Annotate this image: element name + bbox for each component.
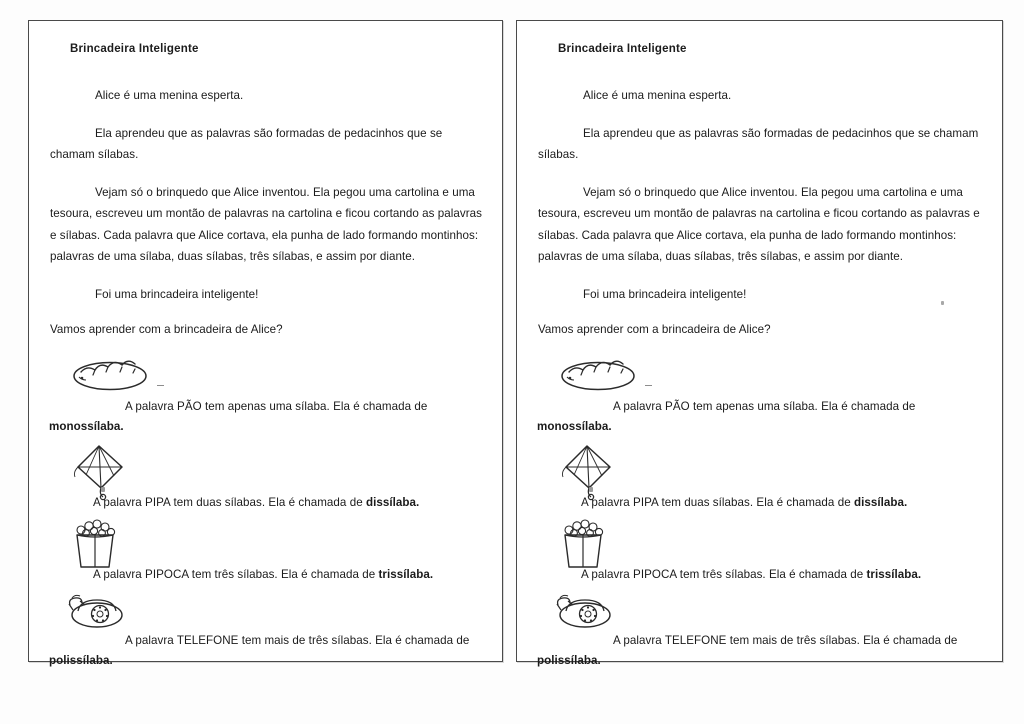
paragraph-4: Foi uma brincadeira inteligente! — [583, 287, 747, 301]
example-item-telefone — [537, 591, 984, 671]
caption-text: A palavra PIPOCA tem três sílabas. Ela é chamada de — [93, 567, 376, 581]
caption-text: A palavra PÃO tem apenas uma sílaba. Ela é chamada de — [613, 399, 916, 413]
panel-content-right — [517, 21, 1002, 667]
example-caption-pao — [537, 397, 984, 437]
caption-text: A palavra PIPOCA tem três sílabas. Ela é chamada de — [581, 567, 864, 581]
term-dissilaba: dissílaba. — [853, 495, 908, 509]
page-title: Brincadeira Inteligente — [70, 43, 199, 55]
stray-speck — [101, 487, 105, 492]
example-caption-telefone — [49, 631, 484, 671]
bread-icon — [559, 357, 637, 393]
paragraph-1: Alice é uma menina esperta. — [95, 89, 244, 102]
stray-dash-mark — [645, 385, 652, 386]
term-monossilaba: monossílaba. — [537, 419, 612, 433]
example-item-telefone — [49, 591, 484, 671]
term-polissilaba: polissílaba. — [49, 653, 113, 667]
term-polissilaba: polissílaba. — [537, 653, 601, 667]
example-item-pipa — [537, 443, 984, 513]
telephone-icon — [66, 591, 128, 631]
popcorn-icon — [557, 519, 613, 571]
bread-illustration — [49, 357, 484, 397]
document-panel-left — [28, 20, 503, 667]
example-item-pipa — [49, 443, 484, 513]
term-trissilaba: trissílaba. — [866, 567, 922, 581]
stray-speck — [589, 487, 593, 492]
caption-text: A palavra PÃO tem apenas uma sílaba. Ela é chamada de — [125, 399, 428, 413]
term-trissilaba: trissílaba. — [378, 567, 434, 581]
popcorn-icon — [69, 519, 125, 571]
bread-illustration — [537, 357, 984, 397]
paragraph-5: Vamos aprender com a brincadeira de Alice? — [50, 323, 283, 336]
kite-illustration — [537, 443, 984, 493]
telephone-illustration — [537, 591, 984, 631]
caption-text: A palavra PIPA tem duas sílabas. Ela é chamada de — [581, 495, 851, 509]
scan-artifact-speck — [941, 301, 944, 305]
term-monossilaba: monossílaba. — [49, 419, 124, 433]
paragraph-2: Ela aprendeu que as palavras são formadas de pedacinhos que se chamam sílabas. — [538, 126, 979, 161]
paragraph-3: Vejam só o brinquedo que Alice inventou. Ela pegou uma cartolina e uma tesoura, escreveu um montão de palavras na cartolina e ficou cortando as palavras e sílabas. Cada palavra que Alice cortava, ela punha de lado formando montinhos: palavras de uma sílaba, duas sílabas, três sílabas, e assim por diante. — [50, 185, 482, 263]
paragraph-2: Ela aprendeu que as palavras são formadas de pedacinhos que se chamam sílabas. — [50, 126, 443, 161]
caption-text: A palavra TELEFONE tem mais de três sílabas. Ela é chamada de — [125, 633, 470, 647]
stray-dash-mark — [157, 385, 164, 386]
example-item-pao — [49, 357, 484, 437]
popcorn-illustration — [49, 519, 484, 565]
document-panel-right — [516, 20, 1003, 667]
term-dissilaba: dissílaba. — [365, 495, 420, 509]
telephone-icon — [554, 591, 616, 631]
kite-icon — [73, 443, 133, 501]
kite-illustration — [49, 443, 484, 493]
paragraph-1: Alice é uma menina esperta. — [583, 89, 732, 102]
telephone-illustration — [49, 591, 484, 631]
paragraph-5: Vamos aprender com a brincadeira de Alice? — [538, 323, 771, 336]
panel-content-left — [29, 21, 502, 667]
paragraph-3: Vejam só o brinquedo que Alice inventou. Ela pegou uma cartolina e uma tesoura, escreveu um montão de palavras na cartolina e ficou cortando as palavras e sílabas. Cada palavra que Alice cortava, ela punha de lado formando montinhos: palavras de uma sílaba, duas sílabas, três sílabas, e assim por diante. — [538, 185, 980, 263]
bread-icon — [71, 357, 149, 393]
example-item-pipoca — [537, 519, 984, 585]
kite-icon — [561, 443, 621, 501]
example-item-pao — [537, 357, 984, 437]
caption-text: A palavra TELEFONE tem mais de três sílabas. Ela é chamada de — [613, 633, 958, 647]
paragraph-4: Foi uma brincadeira inteligente! — [95, 287, 259, 301]
example-item-pipoca — [49, 519, 484, 585]
example-caption-telefone — [537, 631, 984, 671]
example-caption-pao — [49, 397, 484, 437]
page-title: Brincadeira Inteligente — [558, 43, 687, 55]
popcorn-illustration — [537, 519, 984, 565]
caption-text: A palavra PIPA tem duas sílabas. Ela é chamada de — [93, 495, 363, 509]
